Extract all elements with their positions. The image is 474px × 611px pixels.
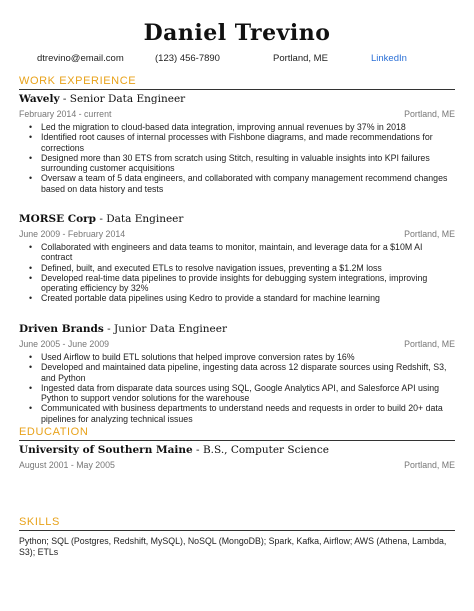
- bullet-item: • Communicated with business departments to understand needs and requests in order to build 20+ data pipelines for analyzing technical issues: [19, 403, 455, 424]
- contact-email[interactable]: dtrevino@email.com: [37, 53, 124, 64]
- job-bullets: [19, 122, 455, 194]
- bullet-item: • Defined, built, and executed ETLs to resolve navigation issues, preventing a $1.2M loss: [19, 263, 455, 273]
- education-meta: [19, 460, 455, 471]
- job-role: - Data Engineer: [95, 213, 184, 225]
- education-heading: EDUCATION: [19, 426, 89, 438]
- job-role: - Junior Data Engineer: [103, 323, 228, 335]
- education-location: Portland, ME: [404, 460, 455, 470]
- job-dates: June 2009 - February 2014: [19, 229, 126, 239]
- job-bullets: [19, 242, 455, 304]
- job-meta: [19, 109, 455, 120]
- work-experience-heading: WORK EXPERIENCE: [19, 75, 137, 87]
- bullet-item: • Oversaw a team of 5 data engineers, and collaborated with company management recommend changes based on data history and tests: [19, 173, 455, 194]
- bullet-item: • Created portable data pipelines using Kedro to provide a standard for machine learning: [19, 293, 455, 303]
- job-dates: June 2005 - June 2009: [19, 339, 109, 349]
- job-dates: February 2014 - current: [19, 109, 112, 119]
- bullet-item: • Led the migration to cloud-based data integration, improving annual revenues by 37% in 2018: [19, 122, 455, 132]
- skills-text: Python; SQL (Postgres, Redshift, MySQL), NoSQL (MongoDB); Spark, Kafka, Airflow; AWS (Athena, Lambda, S3); ETLs: [19, 536, 447, 557]
- job-location: Portland, ME: [404, 339, 455, 349]
- bullet-item: • Ingested data from disparate data sources using SQL, Google Analytics API, and Salesforce API using Python to support vendor solutions for the warehouse: [19, 383, 455, 404]
- job-title-morse: [19, 213, 183, 225]
- job-role: - Senior Data Engineer: [59, 93, 186, 105]
- section-divider: [19, 440, 455, 441]
- degree: - B.S., Computer Science: [192, 444, 329, 456]
- section-divider: [19, 530, 455, 531]
- bullet-item: • Used Airflow to build ETL solutions that helped improve conversion rates by 16%: [19, 352, 455, 362]
- job-meta: [19, 229, 455, 240]
- job-location: Portland, ME: [404, 109, 455, 119]
- bullet-item: • Designed more than 30 ETS from scratch using Stitch, resulting in valuable insights into KPI failures surrounding customer acquisitions: [19, 153, 455, 174]
- education-entry: [19, 444, 329, 456]
- candidate-name: Daniel Trevino: [143, 20, 331, 46]
- job-title-driven-brands: [19, 323, 227, 335]
- linkedin-link[interactable]: LinkedIn: [371, 53, 407, 64]
- job-location: Portland, ME: [404, 229, 455, 239]
- job-bullets: [19, 352, 455, 424]
- contact-line: [0, 53, 474, 65]
- company-name: MORSE Corp: [19, 213, 96, 225]
- bullet-item: • Identified root causes of internal processes with Fishbone diagrams, and made recommendations for corrections: [19, 132, 455, 153]
- education-dates: August 2001 - May 2005: [19, 460, 115, 470]
- bullet-item: • Developed real-time data pipelines to provide insights for debugging system integrations, improving operating efficiency by 32%: [19, 273, 455, 294]
- job-meta: [19, 339, 455, 350]
- contact-location: Portland, ME: [273, 53, 328, 64]
- company-name: Wavely: [19, 93, 60, 105]
- job-title-wavely: [19, 93, 185, 105]
- bullet-item: • Collaborated with engineers and data teams to monitor, maintain, and leverage data for a $10M AI contract: [19, 242, 455, 263]
- bullet-item: • Developed and maintained data pipeline, ingesting data across 12 disparate sources using Redshift, S3, and Python: [19, 362, 455, 383]
- section-divider: [19, 89, 455, 90]
- skills-heading: SKILLS: [19, 516, 60, 528]
- school-name: University of Southern Maine: [19, 444, 193, 456]
- company-name: Driven Brands: [19, 323, 104, 335]
- contact-phone: (123) 456-7890: [155, 53, 220, 64]
